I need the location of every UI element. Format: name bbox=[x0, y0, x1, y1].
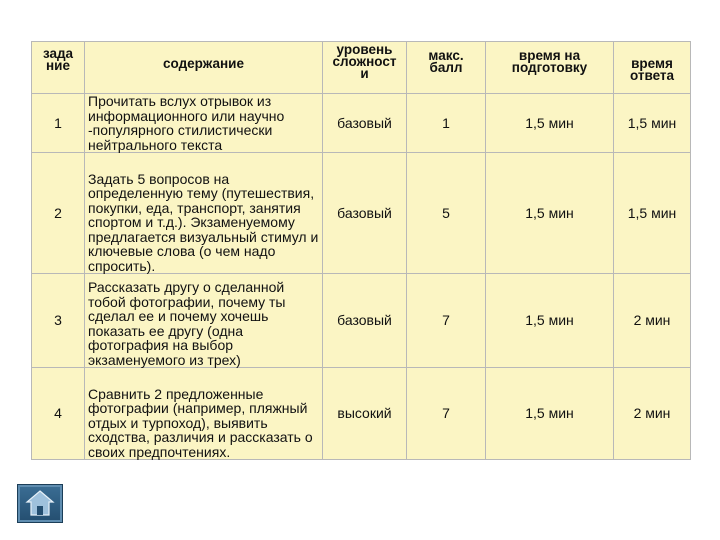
table-row bbox=[32, 274, 691, 368]
task-max-score: 5 bbox=[407, 153, 486, 274]
header-prep-time: время на подготовку bbox=[486, 42, 614, 94]
task-answer-time: 1,5 мин bbox=[614, 153, 691, 274]
task-prep-time: 1,5 мин bbox=[486, 153, 614, 274]
task-answer-time: 2 мин bbox=[614, 274, 691, 368]
task-number: 2 bbox=[32, 153, 85, 274]
table-row bbox=[32, 153, 691, 274]
task-level: высокий bbox=[323, 368, 407, 460]
task-level: базовый bbox=[323, 274, 407, 368]
header-level: уровень сложност и bbox=[323, 42, 407, 94]
header-answer-time: время ответа bbox=[614, 42, 691, 94]
header-content: содержание bbox=[85, 42, 323, 94]
home-button[interactable] bbox=[17, 484, 63, 523]
table-row bbox=[32, 368, 691, 460]
task-level: базовый bbox=[323, 153, 407, 274]
task-content: Задать 5 вопросов на определенную тему (путешествия, покупки, еда, транспорт, занятия спортом и т.д.). Экзаменуемому предлагается визуальный стимул и ключевые слова (о чем надо спросить). bbox=[85, 153, 323, 274]
task-content: Сравнить 2 предложенные фотографии (например, пляжный отдых и турпоход), выявить сходства, различия и рассказать о своих предпочтениях. bbox=[85, 368, 323, 460]
task-answer-time: 2 мин bbox=[614, 368, 691, 460]
table-header-row bbox=[32, 42, 691, 94]
task-content: Прочитать вслух отрывок из информационного или научно -популярного стилистически нейтрального текста bbox=[85, 94, 323, 153]
task-number: 1 bbox=[32, 94, 85, 153]
task-prep-time: 1,5 мин bbox=[486, 94, 614, 153]
task-prep-time: 1,5 мин bbox=[486, 274, 614, 368]
task-answer-time: 1,5 мин bbox=[614, 94, 691, 153]
task-prep-time: 1,5 мин bbox=[486, 368, 614, 460]
task-max-score: 7 bbox=[407, 368, 486, 460]
exam-tasks-table-wrapper bbox=[31, 41, 690, 460]
table-row bbox=[32, 94, 691, 153]
header-max-score: макс. балл bbox=[407, 42, 486, 94]
task-max-score: 1 bbox=[407, 94, 486, 153]
task-number: 3 bbox=[32, 274, 85, 368]
header-task: зада ние bbox=[32, 42, 85, 94]
task-level: базовый bbox=[323, 94, 407, 153]
task-number: 4 bbox=[32, 368, 85, 460]
home-icon bbox=[25, 489, 55, 517]
task-max-score: 7 bbox=[407, 274, 486, 368]
exam-tasks-table bbox=[31, 41, 691, 460]
task-content: Рассказать другу о сделанной тобой фотографии, почему ты сделал ее и почему хочешь показать ее другу (одна фотография на выбор экзаменуемого из трех) bbox=[85, 274, 323, 368]
